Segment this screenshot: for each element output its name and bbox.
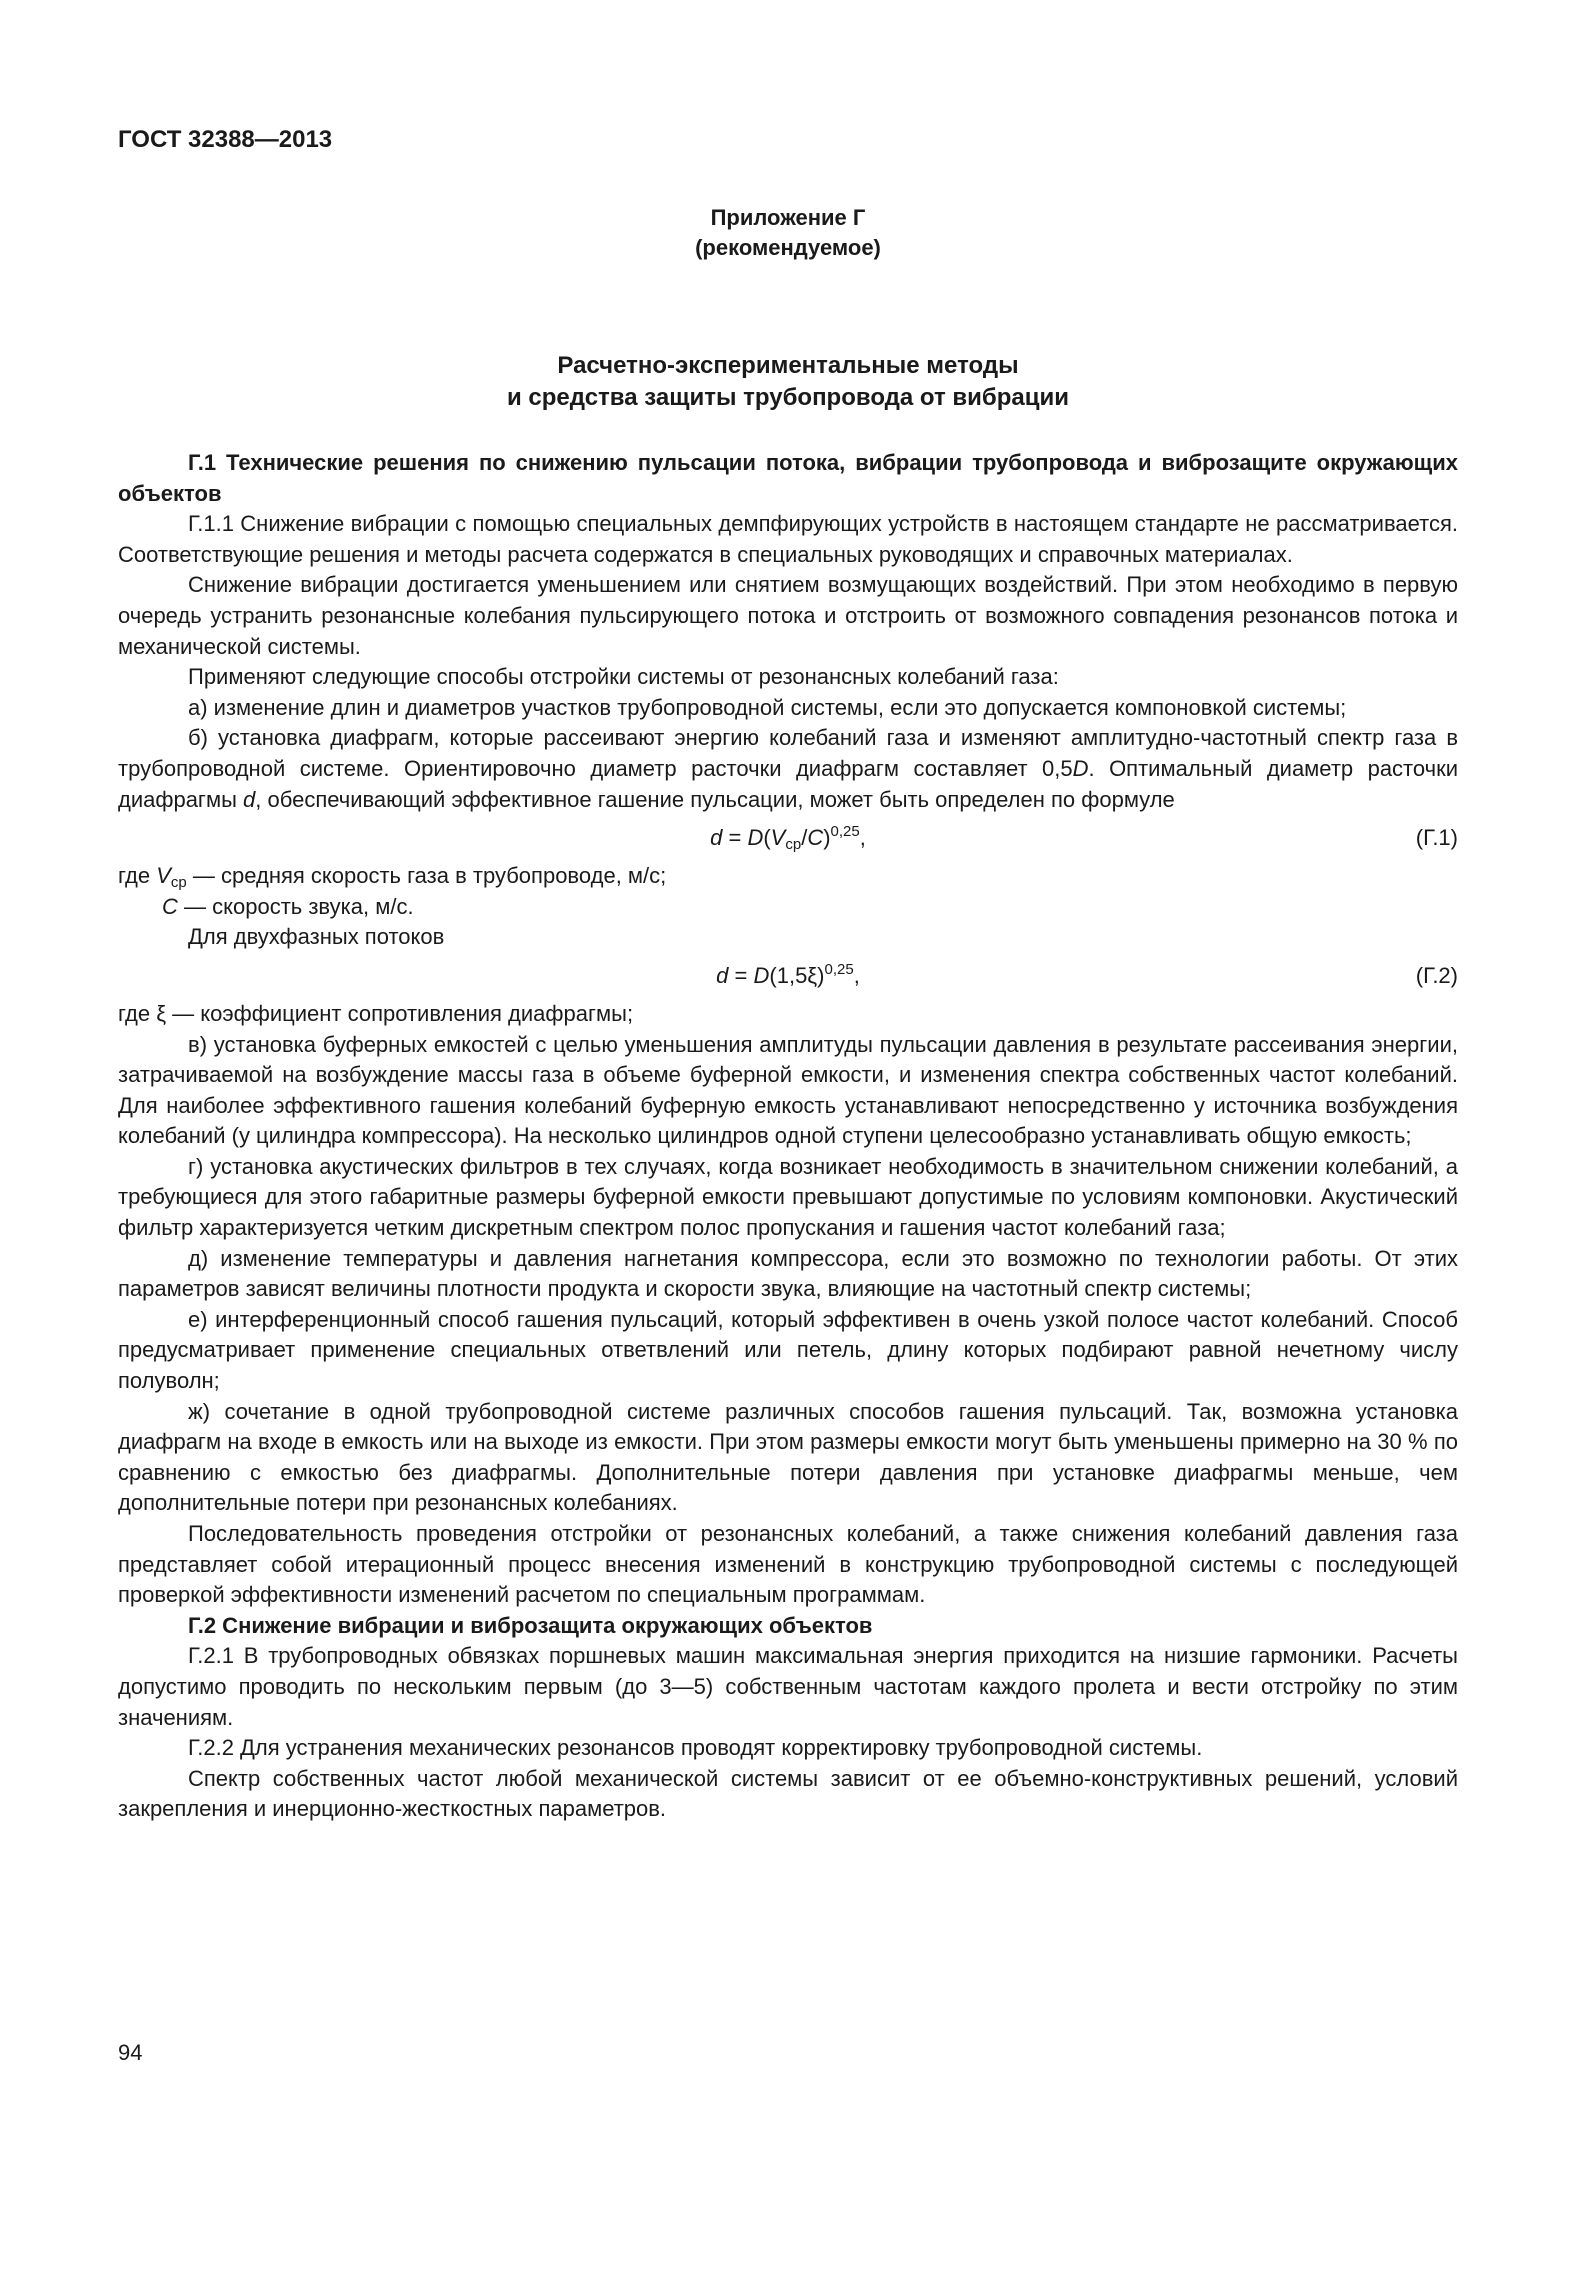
formula-part: (1,5ξ) [769, 962, 825, 988]
formula-exponent: 0,25 [824, 960, 854, 978]
formula-part: C [807, 825, 824, 851]
document-id: ГОСТ 32388—2013 [118, 126, 333, 153]
formula-number: (Г.1) [1415, 825, 1458, 851]
formula-part: D [753, 962, 770, 988]
appendix-status: (рекомендуемое) [695, 235, 881, 260]
symbol-D: D [1072, 755, 1089, 781]
list-item-g: г) установка акустических фильтров в тех случаях, когда возникает необходимость в значительном снижении колебаний, а требующиеся для этого габаритные размеры буферной емкости превышают допустимые по условиям компоновки. Акустический фильтр характеризуется четким дискретным спектром полос пропускания и гашения частот колебаний газа; [118, 1153, 1458, 1241]
title-line-1: Расчетно-экспериментальные методы [557, 352, 1019, 379]
formula-expression [118, 815, 1458, 861]
list-item-b [118, 723, 1458, 815]
text-run: где [118, 863, 157, 889]
paragraph: Спектр собственных частот любой механической системы зависит от ее объемно-конструктивных решений, условий закрепления и инерционно-жесткостных параметров. [118, 1765, 1458, 1822]
section-heading-g1: Г.1 Технические решения по снижению пульсации потока, вибрации трубопровода и виброзащите окружающих объектов [118, 450, 1458, 506]
list-item-zh: ж) сочетание в одной трубопроводной системе различных способов гашения пульсаций. Так, возможна установка диафрагм на входе в емкость или на выходе из емкости. При этом размеры емкости могут быть уменьшены примерно на 30 % по сравнению с емкостью без диафрагмы. Дополнительные потери давления при установке диафрагмы меньше, чем дополнительные потери при резонансных колебаниях. [118, 1398, 1458, 1516]
legend-line [118, 861, 1458, 892]
formula-part: = [728, 962, 754, 988]
formula-part: V [770, 825, 786, 851]
appendix-heading [118, 203, 1458, 263]
page-number: 94 [118, 2040, 143, 2065]
formula-part: d [716, 962, 729, 988]
paragraph: Снижение вибрации достигается уменьшением или снятием возмущающих воздействий. При этом необходимо в первую очередь устранить резонансные колебания пульсирующего потока и отстроить от возможного совпадения резонансов потока и механической системы. [118, 572, 1458, 659]
formula-number: (Г.2) [1415, 962, 1458, 988]
symbol-V: V [156, 863, 171, 889]
formula-part: , [853, 962, 860, 988]
paragraph: Применяют следующие способы отстройки системы от резонансных колебаний газа: [188, 664, 1059, 690]
formula-part: / [801, 825, 808, 851]
list-item-a: а) изменение длин и диаметров участков трубопроводной системы, если это допускается компоновкой системы; [188, 694, 1347, 720]
appendix-label: Приложение Г [710, 205, 866, 230]
paragraph: Г.1.1 Снижение вибрации с помощью специальных демпфирующих устройств в настоящем стандарте не рассматривается. Соответствующие решения и методы расчета содержатся в специальных руководящих и справочных материалах. [118, 511, 1458, 567]
list-item-e: е) интерференционный способ гашения пульсаций, который эффективен в очень узкой полосе частот колебаний. Способ предусматривает применение специальных ответвлений или петель, длину которых подбирают равной нечетному числу полуволн; [118, 1306, 1458, 1394]
text-run: б) установка диафрагм, которые рассеивают энергию колебаний газа и изменяют амплитудно-частотный спектр газа в трубопроводной системе. Ориентировочно диаметр расточки диафрагм составляет 0,5 [118, 725, 1458, 781]
section-heading-g2: Г.2 Снижение вибрации и виброзащита окружающих объектов [188, 1612, 873, 1638]
symbol-d: d [243, 786, 256, 812]
formula-part: , [859, 825, 866, 851]
subscript: ср [170, 874, 187, 892]
paragraph: Г.2.1 В трубопроводных обвязках поршневых машин максимальная энергия приходится на низшие гармоники. Расчеты допустимо проводить по нескольким первым (до 3—5) собственным частотам каждого пролета и вести отстройку по этим значениям. [118, 1643, 1458, 1730]
formula-part: d [710, 825, 723, 851]
formula-g2 [118, 953, 1458, 999]
legend-line: где ξ — коэффициент сопротивления диафрагмы; [118, 1000, 634, 1026]
formula-g1 [118, 815, 1458, 861]
formula-subscript: ср [785, 836, 802, 854]
page-title [118, 350, 1458, 414]
paragraph: Г.2.2 Для устранения механических резонансов проводят корректировку трубопроводной системы. [188, 1735, 1203, 1761]
paragraph: Для двухфазных потоков [188, 924, 445, 950]
formula-part: D [747, 825, 764, 851]
formula-expression [118, 953, 1458, 999]
legend-line [118, 892, 1458, 923]
text-run: . Оптимальный диаметр расточки диафрагмы [118, 755, 1459, 812]
formula-part: ( [763, 825, 771, 851]
document-body [118, 448, 1458, 1825]
text-run: — скорость звука, м/с. [177, 893, 414, 919]
formula-part: = [722, 825, 748, 851]
text-run: — средняя скорость газа в трубопроводе, м/с; [186, 863, 667, 889]
text-run: , обеспечивающий эффективное гашение пульсации, может быть определен по формуле [255, 786, 1175, 812]
formula-exponent: 0,25 [830, 823, 860, 841]
paragraph: Последовательность проведения отстройки от резонансных колебаний, а также снижения колебаний давления газа представляет собой итерационный процесс внесения изменений в конструкцию трубопроводной системы с последующей проверкой эффективности изменений расчетом по специальным программам. [118, 1521, 1458, 1608]
formula-part: ) [823, 825, 831, 851]
list-item-v: в) установка буферных емкостей с целью уменьшения амплитуды пульсации давления в результате рассеивания энергии, затрачиваемой на возбуждение массы газа в объеме буферной емкости, и изменения спектра собственных частот колебаний. Для наиболее эффективного гашения колебаний буферную емкость устанавливают непосредственно у источника возбуждения колебаний (у цилиндра компрессора). На несколько цилиндров одной ступени целесообразно устанавливать общую емкость; [118, 1031, 1458, 1149]
list-item-d: д) изменение температуры и давления нагнетания компрессора, если это возможно по технологии работы. От этих параметров зависят величины плотности продукта и скорости звука, влияющие на частотный спектр системы; [118, 1245, 1458, 1302]
title-line-2: и средства защиты трубопровода от вибрации [507, 384, 1069, 411]
symbol-C: C [162, 893, 178, 919]
